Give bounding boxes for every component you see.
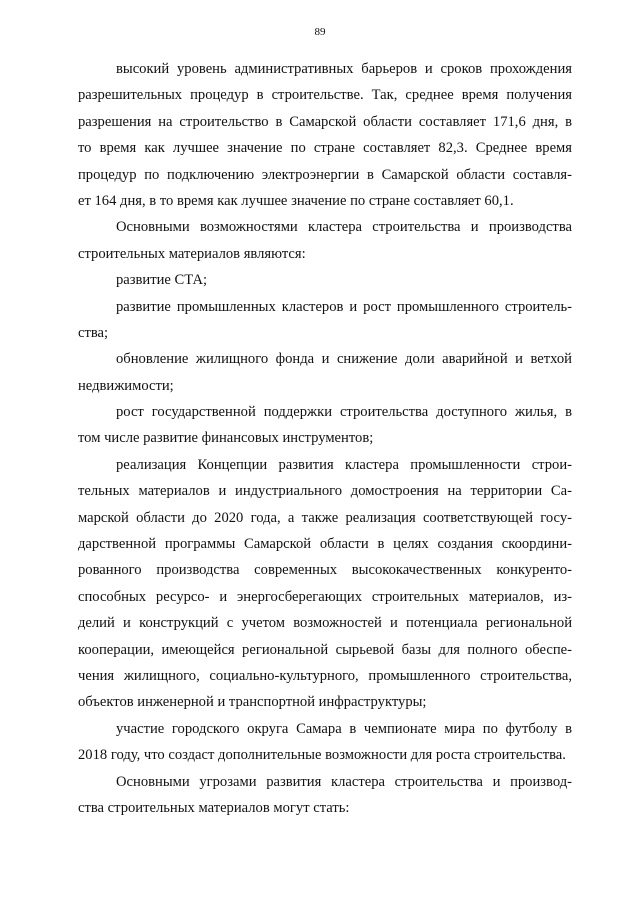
text-line: обновление жилищного фонда и снижение доли аварийной и ветхой — [116, 351, 572, 368]
text-line: тельных материалов и индустриального домостроения на территории Са- — [78, 483, 572, 500]
page-number: 89 — [314, 26, 326, 38]
text-line: то время как лучшее значение по стране составляет 82,3. Среднее время — [78, 140, 572, 157]
text-line: кооперации, имеющейся региональной сырьевой базы для полного обеспе- — [78, 641, 572, 658]
text-line: недвижимости; — [78, 377, 174, 394]
text-line: реализация Концепции развития кластера промышленности строи- — [116, 456, 572, 473]
text-line: ства; — [78, 324, 109, 341]
document-body-text — [78, 56, 572, 821]
text-line: развитие промышленных кластеров и рост промышленного строитель- — [116, 298, 572, 315]
text-line: делий и конструкций с учетом возможностей и потенциала региональной — [78, 615, 572, 632]
text-line: объектов инженерной и транспортной инфраструктуры; — [78, 694, 427, 711]
text-line: дарственной программы Самарской области в целях создания скоордини- — [78, 536, 572, 553]
text-line: процедур по подключению электроэнергии в Самарской области составля- — [78, 166, 572, 183]
text-line: рованного производства современных высококачественных конкуренто- — [78, 562, 572, 579]
text-line: том числе развитие финансовых инструментов; — [78, 430, 374, 447]
text-line: 2018 году, что создаст дополнительные возможности для роста строительства. — [78, 747, 566, 764]
text-line: рост государственной поддержки строительства доступного жилья, в — [116, 404, 572, 421]
text-line: разрешения на строительство в Самарской области составляет 171,6 дня, в — [78, 113, 572, 130]
text-line: ства строительных материалов могут стать: — [78, 799, 350, 816]
text-line: чения жилищного, социально-культурного, промышленного строительства, — [78, 667, 572, 684]
text-line: высокий уровень административных барьеров и сроков прохождения — [116, 61, 572, 77]
text-line: Основными возможностями кластера строительства и производства — [116, 219, 572, 236]
text-line: участие городского округа Самара в чемпионате мира по футболу в — [116, 720, 572, 737]
text-line: ет 164 дня, в то время как лучшее значение по стране составляет 60,1. — [78, 192, 514, 209]
text-line: способных ресурсо- и энергосберегающих строительных материалов, из- — [78, 588, 572, 605]
text-line: развитие СТА; — [116, 272, 208, 289]
text-line: марской области до 2020 года, а также реализация соответствующей госу- — [78, 509, 572, 526]
text-line: Основными угрозами развития кластера строительства и производ- — [116, 773, 572, 790]
text-line: разрешительных процедур в строительстве. Так, среднее время получения — [78, 87, 572, 104]
text-line: строительных материалов являются: — [78, 245, 306, 262]
